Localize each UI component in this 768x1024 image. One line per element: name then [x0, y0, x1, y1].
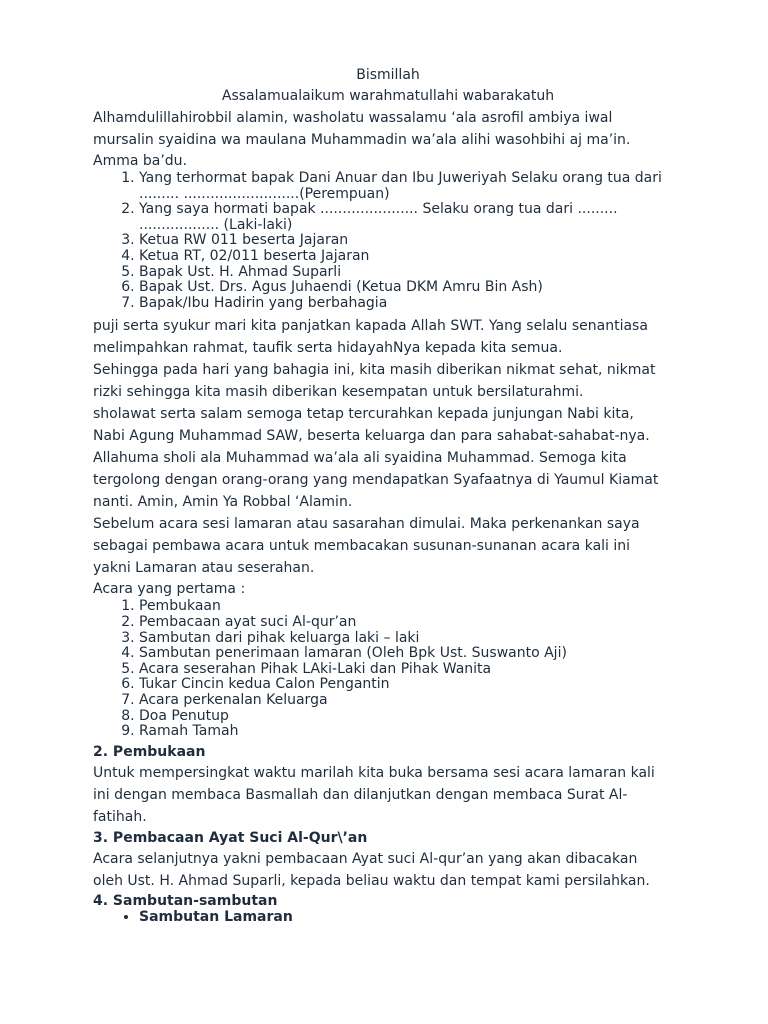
list-item: 4. Sambutan penerimaan lamaran (Oleh Bpk Ust. Suswanto Aji) [139, 646, 683, 662]
body-line: Acara selanjutnya yakni pembacaan Ayat suci Al-qur’an yang akan dibacakan [93, 850, 638, 867]
intro-line: Alhamdulillahirobbil alamin, washolatu wassalamu ‘ala asrofil ambiya iwal [93, 110, 613, 126]
section-heading-ayat-suci: 3. Pembacaan Ayat Suci Al-Qur\’an [93, 829, 368, 846]
sambutan-bullet-list [93, 910, 683, 926]
body-line: nanti. Amin, Amin Ya Robbal ‘Alamin. [93, 494, 353, 511]
body-line: fatihah. [93, 808, 147, 825]
list-item: 8. Doa Penutup [139, 709, 683, 725]
intro-line: Amma ba’du. [93, 153, 188, 169]
body-line: Allahuma sholi ala Muhammad wa’ala ali syaidina Muhammad. Semoga kita [93, 450, 627, 467]
body-line: yakni Lamaran atau seserahan. [93, 560, 315, 577]
list-item: 2. Yang saya hormati bapak ...................... Selaku orang tua dari ......... .................. (Laki-laki) [139, 202, 683, 233]
list-item: 7. Acara perkenalan Keluarga [139, 693, 683, 709]
agenda-intro: Acara yang pertama : [93, 581, 246, 598]
document-content [93, 65, 683, 925]
body-line: Nabi Agung Muhammad SAW, beserta keluarga dan para sahabat-sahabat-nya. [93, 428, 650, 445]
list-item: 6. Bapak Ust. Drs. Agus Juhaendi (Ketua DKM Amru Bin Ash) [139, 280, 683, 296]
list-item: 1. Yang terhormat bapak Dani Anuar dan Ibu Juweriyah Selaku orang tua dari ......... ..........................(Perempuan) [139, 171, 683, 202]
list-item: 4. Ketua RT, 02/011 beserta Jajaran [139, 249, 683, 265]
body-line: Untuk mempersingkat waktu marilah kita buka bersama sesi acara lamaran kali [93, 764, 655, 781]
list-item: • Sambutan Lamaran [139, 910, 683, 926]
list-item: 1. Pembukaan [139, 599, 683, 615]
section-heading-sambutan: 4. Sambutan-sambutan [93, 892, 278, 909]
list-item: 2. Pembacaan ayat suci Al-qur’an [139, 615, 683, 631]
list-item: 9. Ramah Tamah [139, 724, 683, 740]
list-item: 3. Sambutan dari pihak keluarga laki – laki [139, 631, 683, 647]
list-item: 6. Tukar Cincin kedua Calon Pengantin [139, 677, 683, 693]
title-salam: Assalamualaikum warahmatullahi wabarakatuh [221, 88, 555, 104]
list-item: 7. Bapak/Ibu Hadirin yang berbahagia [139, 296, 683, 312]
body-line: ini dengan membaca Basmallah dan dilanjutkan dengan membaca Surat Al- [93, 786, 628, 803]
body-line: Sehingga pada hari yang bahagia ini, kita masih diberikan nikmat sehat, nikmat [93, 362, 656, 379]
list-item: 3. Ketua RW 011 beserta Jajaran [139, 233, 683, 249]
title-bismillah: Bismillah [356, 67, 420, 83]
body-line: melimpahkan rahmat, taufik serta hidayahNya kepada kita semua. [93, 340, 563, 357]
agenda-list [93, 599, 683, 739]
body-line: Sebelum acara sesi lamaran atau sasarahan dimulai. Maka perkenankan saya [93, 516, 640, 533]
intro-line: mursalin syaidina wa maulana Muhammadin wa’ala alihi wasohbihi aj ma’in. [93, 132, 631, 148]
body-line: sholawat serta salam semoga tetap tercurahkan kepada junjungan Nabi kita, [93, 406, 634, 423]
list-item: 5. Bapak Ust. H. Ahmad Suparli [139, 265, 683, 281]
body-line: tergolong dengan orang-orang yang mendapatkan Syafaatnya di Yaumul Kiamat [93, 472, 659, 489]
body-line: sebagai pembawa acara untuk membacakan susunan-sunanan acara kali ini [93, 538, 631, 555]
body-line: puji serta syukur mari kita panjatkan kapada Allah SWT. Yang selalu senantiasa [93, 318, 648, 335]
section-heading-pembukaan: 2. Pembukaan [93, 743, 206, 760]
list-item: 5. Acara seserahan Pihak LAki-Laki dan Pihak Wanita [139, 662, 683, 678]
greetings-list [93, 171, 683, 311]
body-line: rizki sehingga kita masih diberikan kesempatan untuk bersilaturahmi. [93, 384, 584, 401]
body-line: oleh Ust. H. Ahmad Suparli, kepada beliau waktu dan tempat kami persilahkan. [93, 872, 650, 889]
